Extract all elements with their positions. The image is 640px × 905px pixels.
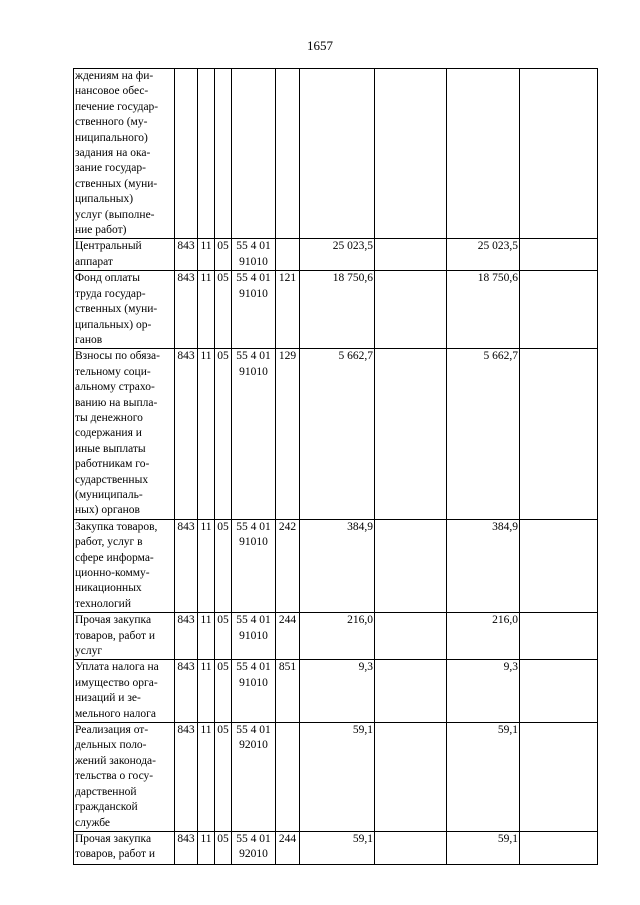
subsection-code-text: 05 — [217, 240, 229, 253]
ministry-code — [175, 831, 198, 864]
target-article-code-text: 55 4 01 91010 — [236, 661, 271, 689]
section-code — [198, 519, 215, 612]
ministry-code — [175, 349, 198, 519]
table-row — [74, 519, 598, 612]
ministry-code-text: 843 — [177, 614, 195, 627]
subsection-code — [215, 239, 232, 271]
table-row — [74, 69, 598, 239]
expense-type-code — [276, 660, 300, 723]
ministry-code — [175, 239, 198, 271]
section-code — [198, 723, 215, 832]
expense-type-code-text: 851 — [278, 661, 297, 674]
ministry-code-text: 843 — [177, 832, 195, 845]
subsection-code — [215, 271, 232, 349]
row-name-text: Уплата налога на имущество орга- низаций и зе- мельного налога — [75, 661, 159, 720]
subsection-code-text: 05 — [217, 832, 229, 845]
target-article-code — [232, 519, 276, 612]
amount-cell-text: 216,0 — [347, 614, 373, 627]
empty-cell — [520, 271, 598, 349]
section-code — [198, 239, 215, 271]
ministry-code — [175, 519, 198, 612]
expense-type-code — [276, 69, 300, 239]
empty-cell — [520, 69, 598, 239]
row-name-text: Прочая закупка товаров, работ и — [75, 832, 156, 861]
row-name-text: Прочая закупка товаров, работ и услуг — [75, 614, 156, 658]
ministry-code — [175, 613, 198, 660]
total-cell — [447, 723, 520, 832]
expense-type-code — [276, 271, 300, 349]
section-code-text: 11 — [200, 272, 212, 285]
total-cell — [447, 349, 520, 519]
row-name — [74, 271, 175, 349]
section-code-text: 11 — [200, 661, 212, 674]
expense-type-code — [276, 519, 300, 612]
ministry-code — [175, 271, 198, 349]
change-cell — [375, 239, 447, 271]
ministry-code — [175, 69, 198, 239]
target-article-code — [232, 349, 276, 519]
empty-cell — [520, 613, 598, 660]
page-number: 1657 — [307, 38, 333, 53]
subsection-code — [215, 519, 232, 612]
target-article-code-text: 55 4 01 91010 — [236, 350, 271, 378]
total-cell-text: 9,3 — [503, 661, 518, 674]
total-cell-text: 59,1 — [497, 724, 518, 737]
amount-cell — [300, 660, 375, 723]
expense-type-code — [276, 613, 300, 660]
table-row — [74, 723, 598, 832]
total-cell — [447, 239, 520, 271]
subsection-code-text: 05 — [217, 614, 229, 627]
subsection-code-text: 05 — [217, 350, 229, 363]
section-code — [198, 660, 215, 723]
amount-cell — [300, 271, 375, 349]
row-name-text: Реализация от- дельных поло- жений законода- тельства о госу- дарственной гражданской службе — [75, 724, 156, 829]
empty-cell — [520, 723, 598, 832]
ministry-code-text: 843 — [177, 240, 195, 253]
subsection-code — [215, 349, 232, 519]
amount-cell — [300, 723, 375, 832]
amount-cell — [300, 519, 375, 612]
ministry-code — [175, 723, 198, 832]
row-name — [74, 349, 175, 519]
change-cell — [375, 69, 447, 239]
row-name-text: Взносы по обяза- тельному соци- альному страхо- ванию на выпла- ты денежного содержания и иные выплаты работникам го- сударственных (муниципаль- ных) органов — [75, 350, 160, 517]
total-cell-text: 5 662,7 — [483, 350, 518, 363]
empty-cell — [520, 831, 598, 864]
expense-type-code-text: 121 — [278, 272, 297, 285]
target-article-code — [232, 723, 276, 832]
expense-type-code-text: 242 — [278, 520, 297, 533]
ministry-code-text: 843 — [177, 661, 195, 674]
subsection-code — [215, 660, 232, 723]
total-cell-text: 18 750,6 — [477, 272, 518, 285]
amount-cell-text: 25 023,5 — [332, 240, 373, 253]
subsection-code-text: 05 — [217, 520, 229, 533]
target-article-code — [232, 69, 276, 239]
target-article-code — [232, 831, 276, 864]
total-cell-text: 216,0 — [492, 614, 518, 627]
section-code — [198, 613, 215, 660]
section-code — [198, 831, 215, 864]
amount-cell-text: 5 662,7 — [338, 350, 373, 363]
total-cell-text: 384,9 — [492, 520, 518, 533]
target-article-code — [232, 271, 276, 349]
change-cell — [375, 349, 447, 519]
row-name — [74, 723, 175, 832]
total-cell — [447, 69, 520, 239]
row-name — [74, 660, 175, 723]
row-name — [74, 69, 175, 239]
ministry-code-text: 843 — [177, 520, 195, 533]
target-article-code-text: 55 4 01 92010 — [236, 724, 271, 752]
section-code — [198, 271, 215, 349]
empty-cell — [520, 660, 598, 723]
subsection-code-text: 05 — [217, 661, 229, 674]
amount-cell-text: 59,1 — [352, 724, 373, 737]
amount-cell — [300, 831, 375, 864]
subsection-code — [215, 69, 232, 239]
change-cell — [375, 660, 447, 723]
amount-cell-text: 9,3 — [358, 661, 373, 674]
total-cell-text: 59,1 — [497, 832, 518, 845]
total-cell — [447, 660, 520, 723]
table-row — [74, 239, 598, 271]
total-cell-text: 25 023,5 — [477, 240, 518, 253]
target-article-code-text: 55 4 01 91010 — [236, 240, 271, 268]
subsection-code — [215, 613, 232, 660]
amount-cell — [300, 239, 375, 271]
expense-type-code-text: 244 — [278, 832, 297, 845]
total-cell — [447, 271, 520, 349]
row-name-text: Фонд оплаты труда государ- ственных (муни- ципальных) ор- ганов — [75, 272, 158, 346]
amount-cell-text: 18 750,6 — [332, 272, 373, 285]
amount-cell-text: 59,1 — [352, 832, 373, 845]
change-cell — [375, 831, 447, 864]
section-code-text: 11 — [200, 520, 212, 533]
section-code-text: 11 — [200, 832, 212, 845]
table-row — [74, 831, 598, 864]
change-cell — [375, 271, 447, 349]
amount-cell-text: 384,9 — [347, 520, 373, 533]
row-name — [74, 519, 175, 612]
empty-cell — [520, 239, 598, 271]
total-cell — [447, 613, 520, 660]
subsection-code — [215, 723, 232, 832]
section-code-text: 11 — [200, 724, 212, 737]
target-article-code — [232, 239, 276, 271]
expense-type-code — [276, 831, 300, 864]
section-code-text: 11 — [200, 614, 212, 627]
target-article-code-text: 55 4 01 91010 — [236, 272, 271, 300]
table-row — [74, 349, 598, 519]
ministry-code-text: 843 — [177, 724, 195, 737]
subsection-code-text: 05 — [217, 724, 229, 737]
total-cell — [447, 519, 520, 612]
expense-type-code — [276, 239, 300, 271]
change-cell — [375, 613, 447, 660]
ministry-code — [175, 660, 198, 723]
subsection-code-text: 05 — [217, 272, 229, 285]
target-article-code — [232, 660, 276, 723]
ministry-code-text: 843 — [177, 272, 195, 285]
section-code-text: 11 — [200, 240, 212, 253]
target-article-code-text: 55 4 01 92010 — [236, 832, 271, 861]
table-row — [74, 271, 598, 349]
amount-cell — [300, 349, 375, 519]
expense-type-code-text: 244 — [278, 614, 297, 627]
budget-table — [73, 68, 598, 865]
total-cell — [447, 831, 520, 864]
section-code-text: 11 — [200, 350, 212, 363]
amount-cell — [300, 613, 375, 660]
target-article-code — [232, 613, 276, 660]
subsection-code — [215, 831, 232, 864]
expense-type-code-text: 129 — [278, 350, 297, 363]
row-name-text: Закупка товаров, работ, услуг в сфере информа- ционно-комму- никационных технологий — [75, 520, 158, 610]
target-article-code-text: 55 4 01 91010 — [236, 614, 271, 642]
amount-cell — [300, 69, 375, 239]
row-name-text: Центральный аппарат — [75, 240, 142, 268]
table-row — [74, 613, 598, 660]
row-name — [74, 613, 175, 660]
change-cell — [375, 519, 447, 612]
expense-type-code — [276, 349, 300, 519]
expense-type-code — [276, 723, 300, 832]
ministry-code-text: 843 — [177, 350, 195, 363]
row-name-text: ждениям на фи- нансовое обес- печение государ- ственного (му- ниципального) задания на ока- зание государ- ственных (муни- ципальных) услуг (выполне- ние работ) — [75, 70, 159, 237]
change-cell — [375, 723, 447, 832]
empty-cell — [520, 349, 598, 519]
section-code — [198, 69, 215, 239]
section-code — [198, 349, 215, 519]
row-name — [74, 239, 175, 271]
empty-cell — [520, 519, 598, 612]
table-row — [74, 660, 598, 723]
target-article-code-text: 55 4 01 91010 — [236, 520, 271, 549]
row-name — [74, 831, 175, 864]
